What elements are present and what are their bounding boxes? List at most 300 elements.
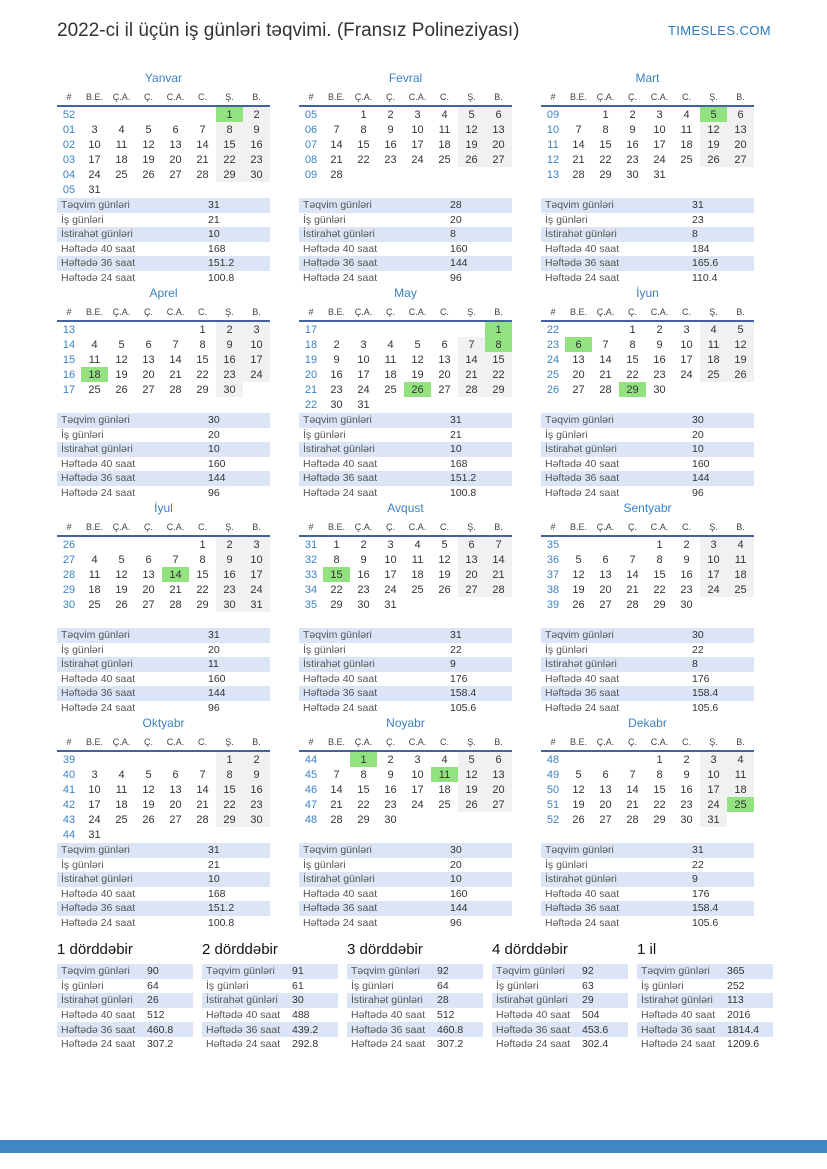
day-cell: 8 [333, 553, 340, 566]
day-cell: 18 [700, 352, 727, 367]
stat-value: 30 [692, 629, 704, 642]
stat-value: 20 [450, 213, 462, 226]
day-cell: 31 [357, 398, 370, 411]
summary-title: 1 il [637, 941, 657, 958]
stat-value: 92 [582, 965, 594, 978]
day-header: C. [189, 88, 216, 106]
day-cell: 9 [216, 337, 243, 352]
day-cell: 19 [572, 583, 585, 596]
day-cell: 31 [243, 597, 270, 612]
day-header: C. [189, 303, 216, 321]
day-header: Ç.A. [350, 733, 377, 751]
day-cell: 7 [199, 768, 206, 781]
day-cell: 25 [411, 583, 424, 596]
stat-value: 184 [692, 242, 710, 255]
stat-value: 100.8 [208, 271, 235, 284]
stat-value: 22 [692, 858, 704, 871]
day-cell [700, 597, 727, 612]
day-cell [108, 321, 135, 337]
day-cell [108, 827, 135, 842]
stat-value: 30 [292, 994, 304, 1007]
day-cell: 11 [438, 123, 451, 136]
day-cell: 22 [653, 583, 666, 596]
stat-row [347, 993, 483, 1008]
stat-value: 307.2 [147, 1038, 174, 1051]
stat-value: 96 [208, 701, 220, 714]
stat-label: Təqvim günləri [206, 965, 275, 978]
week-number: 46 [304, 783, 318, 796]
day-cell: 30 [653, 383, 666, 396]
week-row [541, 552, 754, 567]
day-cell: 12 [572, 783, 585, 796]
stat-value: 23 [692, 213, 704, 226]
day-cell [377, 321, 404, 337]
month-block [541, 500, 754, 715]
day-header: B. [485, 303, 512, 321]
day-cell: 20 [458, 567, 485, 582]
day-cell: 3 [91, 123, 98, 136]
week-number: 35 [304, 598, 318, 611]
stat-label: Həftədə 36 saat [61, 1023, 136, 1036]
week-number: 48 [304, 813, 318, 826]
stat-label: İstirahət günləri [545, 443, 617, 456]
week-number: 20 [304, 368, 318, 381]
day-cell: 22 [626, 368, 639, 381]
stat-label: Həftədə 24 saat [206, 1038, 281, 1051]
week-number: 06 [304, 123, 318, 136]
day-cell: 27 [599, 813, 612, 826]
stat-label: Həftədə 40 saat [206, 1009, 281, 1022]
week-row [57, 597, 270, 612]
day-cell: 26 [115, 383, 128, 396]
stat-row [299, 271, 512, 286]
stat-row [541, 843, 754, 858]
week-row [541, 122, 754, 137]
month-calendar [57, 88, 270, 197]
day-cell: 29 [216, 167, 243, 182]
day-cell: 17 [653, 138, 666, 151]
week-row [57, 827, 270, 842]
day-cell: 8 [656, 553, 663, 566]
month-block [299, 285, 512, 500]
stat-label: Həftədə 40 saat [545, 887, 620, 900]
week-number: 09 [304, 168, 318, 181]
day-header: # [57, 88, 81, 106]
day-cell: 15 [357, 783, 370, 796]
day-cell: 14 [196, 783, 209, 796]
day-header: # [299, 88, 323, 106]
day-cell: 14 [572, 138, 585, 151]
day-cell: 1 [333, 538, 340, 551]
day-cell: 10 [700, 552, 727, 567]
day-cell: 2 [216, 321, 243, 337]
day-cell [404, 812, 431, 827]
day-cell: 12 [727, 337, 754, 352]
day-header: Ç.A. [108, 518, 135, 536]
stat-row [492, 1037, 628, 1052]
month-block [57, 285, 270, 500]
day-cell: 1 [199, 323, 206, 336]
stat-label: Həftədə 24 saat [641, 1038, 716, 1051]
day-cell: 21 [458, 367, 485, 382]
stat-label: Həftədə 24 saat [545, 271, 620, 284]
day-cell: 27 [142, 598, 155, 611]
week-row [57, 797, 270, 812]
week-number: 23 [546, 338, 560, 351]
day-cell: 22 [485, 367, 512, 382]
day-cell: 2 [333, 338, 340, 351]
day-cell [135, 827, 162, 842]
day-header: C. [673, 733, 700, 751]
day-cell: 2 [387, 753, 394, 766]
day-header: C. [673, 518, 700, 536]
day-cell: 24 [88, 813, 101, 826]
stat-value: 28 [450, 199, 462, 212]
day-cell [135, 751, 162, 767]
month-title: Fevral [388, 71, 423, 85]
day-cell [458, 321, 485, 337]
stat-label: Həftədə 24 saat [496, 1038, 571, 1051]
stat-row [299, 843, 512, 858]
week-row [541, 106, 754, 122]
day-cell: 21 [169, 368, 182, 381]
day-header: # [57, 733, 81, 751]
week-number: 17 [304, 323, 318, 336]
week-row [299, 797, 512, 812]
stat-row [299, 442, 512, 457]
stat-label: İş günləri [61, 979, 104, 992]
week-row [57, 582, 270, 597]
day-cell: 18 [680, 138, 693, 151]
day-cell: 16 [243, 137, 270, 152]
day-header: C.A. [404, 88, 431, 106]
day-header: C.A. [162, 88, 189, 106]
day-header: B.E. [81, 303, 108, 321]
day-cell: 31 [384, 598, 397, 611]
week-row [57, 137, 270, 152]
day-cell: 8 [360, 768, 367, 781]
stat-label: İstirahət günləri [303, 658, 375, 671]
day-cell: 29 [653, 598, 666, 611]
day-cell: 10 [243, 552, 270, 567]
day-cell: 26 [115, 598, 128, 611]
day-header: B. [243, 88, 270, 106]
day-cell [162, 106, 189, 122]
week-row [57, 536, 270, 552]
stat-value: 439.2 [292, 1023, 319, 1036]
stat-value: 292.8 [292, 1038, 319, 1051]
day-cell [135, 536, 162, 552]
stat-row [57, 672, 270, 687]
stat-label: İş günləri [206, 979, 249, 992]
day-cell [485, 597, 512, 612]
day-cell: 3 [414, 108, 421, 121]
week-row [57, 337, 270, 352]
week-row [57, 167, 270, 182]
day-header: C.A. [646, 303, 673, 321]
day-header: Ş. [458, 88, 485, 106]
week-number: 47 [304, 798, 318, 811]
stat-value: 105.6 [692, 701, 719, 714]
month-block [299, 715, 512, 930]
stat-label: İş günləri [641, 979, 684, 992]
day-header: C. [673, 88, 700, 106]
day-cell [216, 182, 243, 197]
stat-label: İstirahət günləri [61, 994, 133, 1007]
week-row [541, 782, 754, 797]
stat-row [492, 993, 628, 1008]
month-title: May [394, 286, 417, 300]
day-cell: 2 [656, 323, 663, 336]
week-number: 04 [62, 168, 76, 181]
day-header: Ç. [135, 518, 162, 536]
day-cell [81, 536, 108, 552]
day-cell [485, 397, 512, 412]
week-number: 45 [304, 768, 318, 781]
stat-label: Təqvim günləri [496, 965, 565, 978]
day-cell: 13 [458, 552, 485, 567]
day-cell: 11 [727, 767, 754, 782]
stat-label: Həftədə 24 saat [61, 271, 136, 284]
day-cell: 10 [653, 123, 666, 136]
day-cell [565, 751, 592, 767]
day-cell: 12 [142, 783, 155, 796]
stat-value: 30 [208, 414, 220, 427]
day-cell: 24 [680, 368, 693, 381]
stat-label: Təqvim günləri [545, 199, 614, 212]
week-number: 43 [62, 813, 76, 826]
stat-row [57, 1008, 193, 1023]
day-cell: 30 [384, 813, 397, 826]
day-cell: 6 [485, 106, 512, 122]
day-cell: 15 [196, 568, 209, 581]
day-cell: 9 [656, 338, 663, 351]
day-cell: 7 [458, 337, 485, 352]
week-row [57, 812, 270, 827]
day-cell: 22 [196, 368, 209, 381]
stat-value: 22 [450, 643, 462, 656]
day-cell: 19 [700, 137, 727, 152]
day-cell: 17 [700, 567, 727, 582]
day-cell: 7 [199, 123, 206, 136]
stat-row [637, 1022, 773, 1037]
stat-value: 504 [582, 1009, 600, 1022]
month-stats [299, 413, 512, 500]
day-cell: 20 [169, 153, 182, 166]
day-cell: 15 [653, 568, 666, 581]
day-header: C. [431, 733, 458, 751]
stat-row [57, 964, 193, 979]
stat-label: Həftədə 36 saat [545, 472, 620, 485]
day-cell: 21 [485, 567, 512, 582]
day-cell: 6 [602, 768, 609, 781]
week-number: 24 [546, 353, 560, 366]
day-header: # [299, 303, 323, 321]
stat-label: Həftədə 36 saat [61, 687, 136, 700]
day-cell [458, 167, 485, 182]
week-row [299, 567, 512, 582]
stat-row [57, 628, 270, 643]
stat-label: İş günləri [303, 213, 346, 226]
day-cell: 27 [485, 152, 512, 167]
week-number: 11 [547, 138, 559, 151]
day-cell: 6 [602, 553, 609, 566]
stat-value: 96 [450, 271, 462, 284]
day-cell [727, 382, 754, 397]
day-cell: 22 [357, 153, 370, 166]
day-cell: 4 [91, 338, 98, 351]
day-cell: 6 [565, 337, 592, 352]
stat-row [541, 242, 754, 257]
day-cell [565, 106, 592, 122]
day-cell: 20 [169, 798, 182, 811]
week-number: 05 [62, 183, 76, 196]
stat-label: Həftədə 40 saat [61, 242, 136, 255]
month-block [299, 70, 512, 285]
day-cell [81, 751, 108, 767]
week-number: 07 [304, 138, 318, 151]
day-cell: 8 [629, 338, 636, 351]
stat-row [299, 213, 512, 228]
day-header: C.A. [404, 518, 431, 536]
day-cell: 4 [441, 753, 448, 766]
stat-row [57, 979, 193, 994]
day-cell: 21 [330, 798, 343, 811]
week-row [541, 352, 754, 367]
day-header: C.A. [162, 303, 189, 321]
week-number: 08 [304, 153, 318, 166]
stat-row [299, 858, 512, 873]
day-cell: 4 [118, 768, 125, 781]
stat-row [299, 242, 512, 257]
day-cell: 1 [656, 753, 663, 766]
day-cell: 27 [169, 168, 182, 181]
day-header: B.E. [81, 733, 108, 751]
day-cell: 5 [441, 538, 448, 551]
day-cell: 29 [196, 598, 209, 611]
stat-value: 160 [692, 457, 710, 470]
day-cell: 9 [243, 122, 270, 137]
day-cell: 3 [683, 323, 690, 336]
week-row [541, 321, 754, 337]
day-cell: 3 [700, 751, 727, 767]
day-cell: 5 [118, 553, 125, 566]
day-cell: 13 [572, 353, 585, 366]
stat-label: İş günləri [61, 643, 104, 656]
day-header: C.A. [646, 733, 673, 751]
stat-label: Həftədə 36 saat [303, 257, 378, 270]
week-row [541, 567, 754, 582]
stat-value: 158.4 [692, 902, 719, 915]
day-cell: 11 [115, 783, 128, 796]
stat-label: İstirahət günləri [545, 873, 617, 886]
day-header: Ç.A. [350, 518, 377, 536]
day-cell: 3 [243, 321, 270, 337]
day-cell [189, 827, 216, 842]
week-row [57, 367, 270, 382]
month-title: Sentyabr [623, 501, 672, 515]
day-cell [108, 182, 135, 197]
month-stats [541, 843, 754, 930]
week-row [57, 751, 270, 767]
day-cell [565, 536, 592, 552]
stat-value: 176 [692, 672, 710, 685]
day-cell: 18 [88, 583, 101, 596]
day-cell: 13 [727, 122, 754, 137]
day-cell [108, 536, 135, 552]
day-cell: 26 [458, 797, 485, 812]
day-cell: 15 [626, 353, 639, 366]
week-row [299, 536, 512, 552]
day-header: Ç. [135, 303, 162, 321]
stat-label: İş günləri [545, 643, 588, 656]
day-cell: 30 [243, 812, 270, 827]
stat-row [299, 701, 512, 716]
day-cell: 8 [216, 122, 243, 137]
week-number: 38 [546, 583, 560, 596]
day-cell: 4 [441, 108, 448, 121]
day-header: Ç.A. [350, 88, 377, 106]
day-cell: 7 [172, 338, 179, 351]
stat-value: 158.4 [450, 687, 477, 700]
month-title: Avqust [387, 501, 424, 515]
day-cell: 8 [199, 338, 206, 351]
week-row [541, 797, 754, 812]
week-number: 19 [304, 353, 318, 366]
site-link[interactable]: TIMESLES.COM [667, 23, 771, 38]
day-header: Ç.A. [592, 733, 619, 751]
day-cell [431, 167, 458, 182]
stat-label: Təqvim günləri [61, 844, 130, 857]
stat-row [541, 256, 754, 271]
week-row [541, 751, 754, 767]
stat-row [541, 901, 754, 916]
page-title: 2022-ci il üçün iş günləri təqvimi. (Fransız Polineziyası) [57, 20, 520, 41]
stat-label: Həftədə 24 saat [303, 271, 378, 284]
month-calendar [541, 733, 754, 827]
month-calendar [541, 518, 754, 612]
day-header: B.E. [81, 518, 108, 536]
day-header: B. [727, 88, 754, 106]
day-cell: 7 [485, 536, 512, 552]
day-cell: 27 [727, 152, 754, 167]
stat-row [347, 964, 483, 979]
day-cell: 13 [142, 568, 155, 581]
stat-value: 20 [208, 643, 220, 656]
day-cell: 11 [680, 123, 693, 136]
stat-value: 29 [582, 994, 594, 1007]
stat-label: Həftədə 36 saat [545, 687, 620, 700]
stat-row [299, 672, 512, 687]
day-cell [162, 536, 189, 552]
stat-row [57, 1022, 193, 1037]
month-stats [541, 198, 754, 285]
day-cell: 16 [330, 368, 343, 381]
week-number: 18 [304, 338, 318, 351]
stat-value: 113 [727, 994, 744, 1007]
week-number: 31 [304, 538, 318, 551]
day-cell: 8 [199, 553, 206, 566]
day-cell [350, 167, 377, 182]
stat-value: 2016 [727, 1009, 751, 1022]
day-cell: 30 [626, 168, 639, 181]
stat-value: 8 [692, 228, 698, 241]
week-number: 22 [546, 323, 560, 336]
day-cell: 17 [88, 798, 101, 811]
stat-label: İş günləri [545, 858, 588, 871]
summary-block [492, 941, 628, 1052]
stat-row [541, 271, 754, 286]
